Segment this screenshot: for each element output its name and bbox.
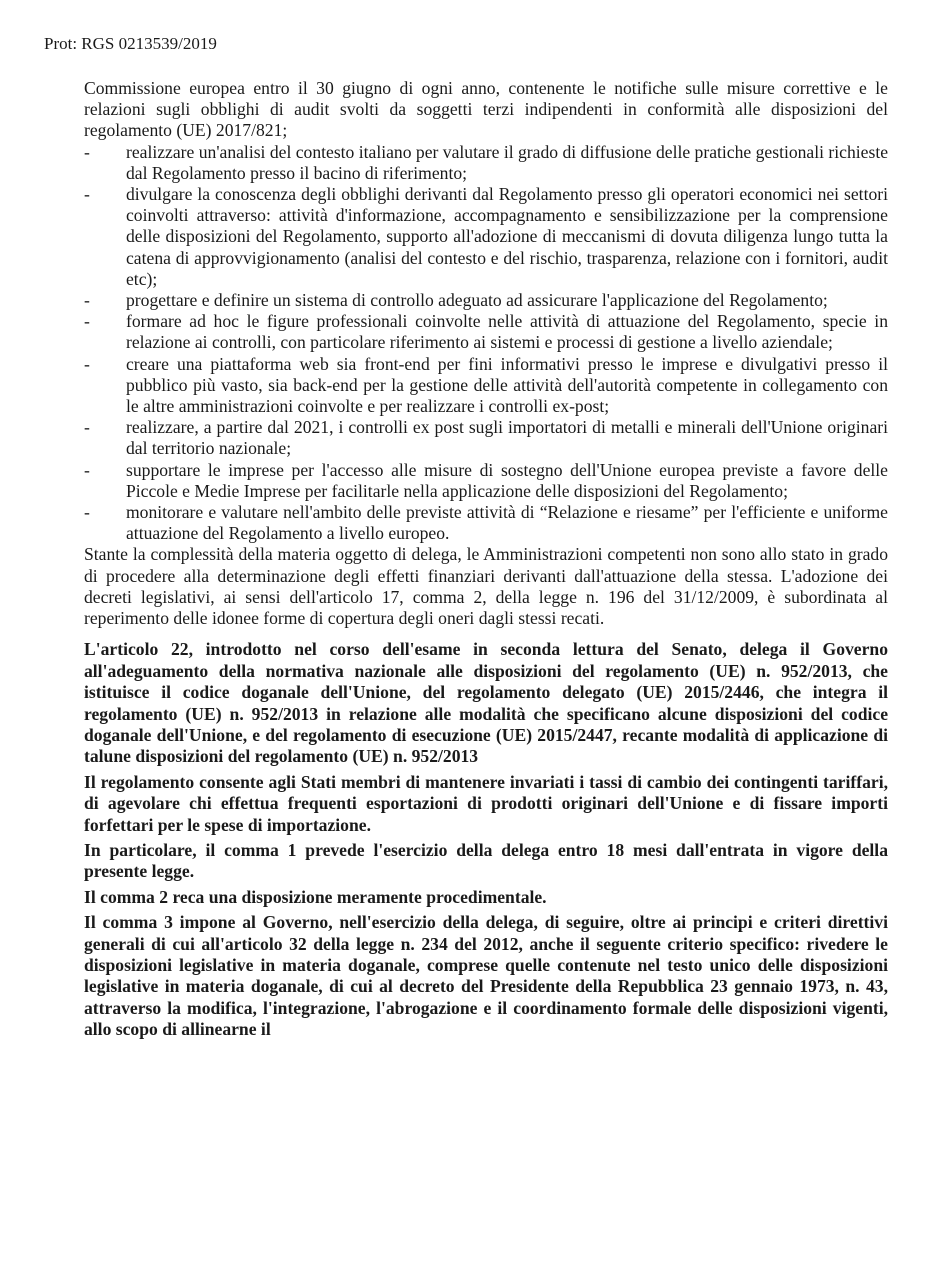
list-item [84, 290, 888, 311]
bullet-dash: - [84, 184, 90, 205]
regolamento-paragraph: Il regolamento consente agli Stati membri di mantenere invariati i tassi di cambio dei contingenti tariffari, di agevolare chi effettua frequenti esportazioni di prodotti originari dell'Unione e di fissare importi forfettari per le spese di importazione. [84, 771, 888, 835]
list-item-text: divulgare la conoscenza degli obblighi derivanti dal Regolamento presso gli operatori economici nei settori coinvolti attraverso: attività d'informazione, accompagnamento e sensibilizzazione per la comprensione delle disposizioni del Regolamento, supporto all'adozione di meccanismi di dovuta diligenza lungo tutta la catena di approvvigionamento (analisi del contesto e del rischio, trasparenza, relazione con i fornitori, audit etc); [126, 184, 888, 289]
list-item-text: realizzare, a partire dal 2021, i controlli ex post sugli importatori di metalli e minerali dell'Unione originari dal territorio nazionale; [126, 417, 888, 459]
financial-effects-paragraph: Stante la complessità della materia oggetto di delega, le Amministrazioni competenti non sono allo stato in grado di procedere alla determinazione degli effetti finanziari derivanti dall'attuazione della stessa. L'adozione dei decreti legislativi, ai sensi dell'articolo 17, comma 2, della legge n. 196 del 31/12/2009, è subordinata al reperimento delle idonee forme di copertura degli oneri dagli stessi recati. [84, 544, 888, 629]
bullet-dash: - [84, 459, 90, 480]
bullet-dash: - [84, 290, 90, 311]
bullet-list [84, 142, 888, 545]
list-item-text: progettare e definire un sistema di controllo adeguato ad assicurare l'applicazione del Regolamento; [126, 290, 828, 311]
list-item [84, 460, 888, 502]
list-item [84, 417, 888, 459]
protocol-number: Prot: RGS 0213539/2019 [44, 34, 217, 53]
list-item [84, 502, 888, 544]
bullet-dash: - [84, 417, 90, 438]
bullet-dash: - [84, 502, 90, 523]
comma-3-paragraph: Il comma 3 impone al Governo, nell'esercizio della delega, di seguire, oltre ai principi e criteri direttivi generali di cui all'articolo 32 della legge n. 234 del 2012, anche il seguente criterio specifico: rivedere le disposizioni legislative in materia doganale, comprese quelle contenute nel testo unico delle disposizioni legislative in materia doganale, di cui al decreto del Presidente della Repubblica 23 gennaio 1973, n. 43, attraverso la modifica, l'integrazione, l'abrogazione e il coordinamento formale delle disposizioni vigenti, allo scopo di allinearne il [84, 912, 888, 1040]
comma-2-paragraph: Il comma 2 reca una disposizione meramente procedimentale. [84, 886, 547, 907]
list-item-text: realizzare un'analisi del contesto italiano per valutare il grado di diffusione delle pratiche gestionali richieste dal Regolamento presso il bacino di riferimento; [126, 141, 889, 183]
article-22-intro: L'articolo 22, introdotto nel corso dell'esame in seconda lettura del Senato, delega il Governo all'adeguamento della normativa nazionale alle disposizioni del regolamento (UE) n. 952/2013, che istituisce il codice doganale dell'Unione, del regolamento delegato (UE) 2015/2446, che integra il regolamento (UE) n. 952/2013 in relazione alle modalità che specificano alcune disposizioni del codice doganale dell'Unione, e del regolamento di esecuzione (UE) 2015/2447, recante modalità di applicazione di talune disposizioni del regolamento (UE) n. 952/2013 [84, 639, 888, 767]
bullet-dash: - [84, 311, 90, 332]
list-item-text: supportare le imprese per l'accesso alle misure di sostegno dell'Unione europea previste a favore delle Piccole e Medie Imprese per facilitarle nella applicazione delle disposizioni del Regolamento; [126, 459, 888, 501]
document-body [84, 78, 888, 1045]
bullet-dash: - [84, 141, 90, 162]
list-item-text: monitorare e valutare nell'ambito delle previste attività di “Relazione e riesame” per l'efficiente e uniforme attuazione del Regolamento a livello europeo. [126, 502, 888, 544]
list-item [84, 354, 888, 418]
list-item-text: formare ad hoc le figure professionali coinvolte nelle attività di attuazione del Regolamento, specie in relazione ai controlli, con particolare riferimento ai sistemi e processi di gestione a livello aziendale; [126, 311, 888, 353]
list-item [84, 311, 888, 353]
list-item-text: creare una piattaforma web sia front-end per fini informativi presso le imprese e divulgativi presso il pubblico più vasto, sia back-end per la gestione delle attività dell'autorità competente in collegamento con le altre amministrazioni coinvolte e per realizzare i controlli ex-post; [126, 353, 888, 417]
continuation-paragraph: Commissione europea entro il 30 giugno di ogni anno, contenente le notifiche sulle misure correttive e le relazioni sugli obblighi di audit svolti da soggetti terzi indipendenti in conformità alle disposizioni del regolamento (UE) 2017/821; [84, 78, 888, 141]
article-22-section [84, 639, 888, 1040]
bullet-dash: - [84, 353, 90, 374]
list-item [84, 142, 888, 184]
list-item [84, 184, 888, 290]
comma-1-paragraph: In particolare, il comma 1 prevede l'esercizio della delega entro 18 mesi dall'entrata in vigore della presente legge. [84, 839, 888, 882]
